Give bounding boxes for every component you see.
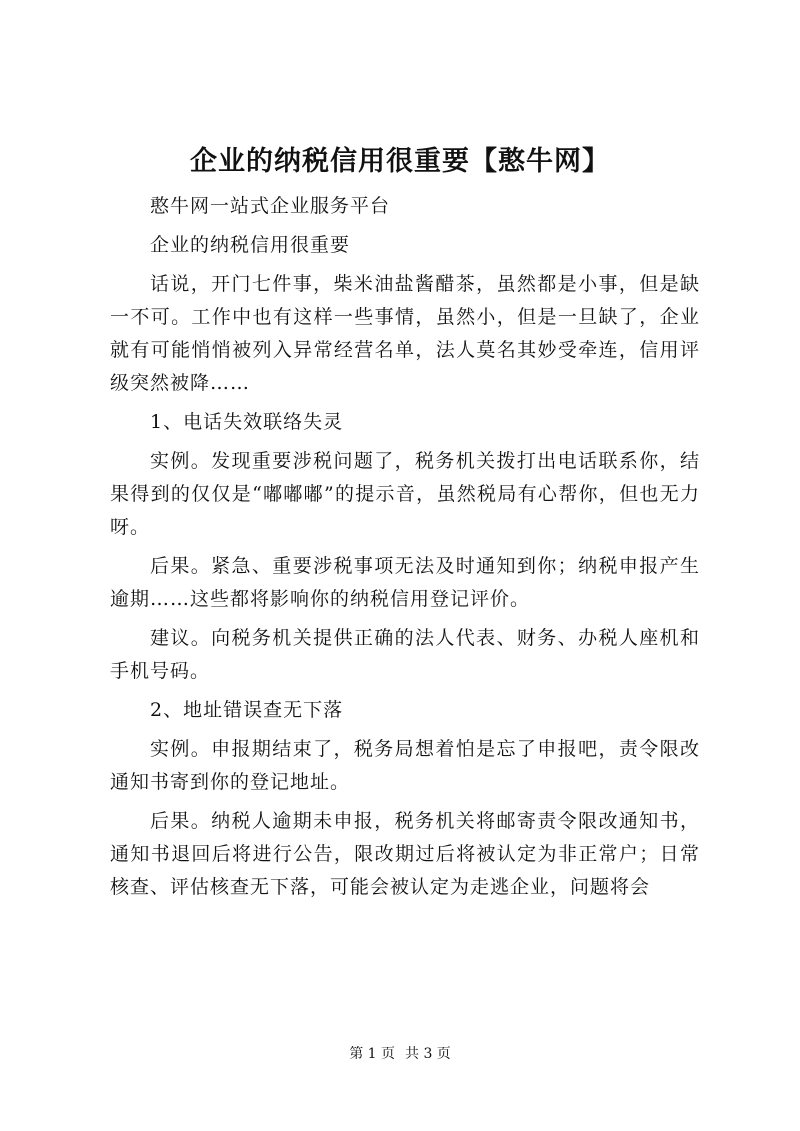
- paragraph-consequence-1: 后果。紧急、重要涉税事项无法及时通知到你；纳税申报产生逾期……这些都将影响你的纳税信用登记评价。: [110, 555, 700, 610]
- paragraph-example-1: 实例。发现重要涉税问题了，税务机关拨打出电话联系你，结果得到的仅仅是“嘟嘟嘟”的提示音，虽然税局有心帮你，但也无力呀。: [110, 450, 700, 538]
- document-title: 企业的纳税信用很重要【憨牛网】: [190, 146, 610, 177]
- section-heading-1: 1、电话失效联络失灵: [150, 411, 344, 433]
- page-footer: [0, 1044, 800, 1064]
- paragraph-advice-1: 建议。向税务机关提供正确的法人代表、财务、办税人座机和手机号码。: [110, 627, 700, 682]
- paragraph-example-2: 实例。申报期结束了，税务局想着怕是忘了申报吧，责令限改通知书寄到你的登记地址。: [110, 738, 700, 793]
- page-total: 共 3 页: [405, 1046, 451, 1062]
- section-heading-2: 2、地址错误查无下落: [150, 699, 344, 721]
- paragraph-subtitle: 企业的纳税信用很重要: [150, 234, 351, 256]
- paragraph-intro: 话说，开门七件事，柴米油盐酱醋茶，虽然都是小事，但是缺一不可。工作中也有这样一些事情，虽然小，但是一旦缺了，企业就有可能悄悄被列入异常经营名单，法人莫名其妙受牵连，信用评级突然被降……: [110, 273, 700, 394]
- paragraph-platform-name: 憨牛网一站式企业服务平台: [150, 195, 391, 217]
- document-body: [110, 190, 700, 910]
- paragraph-consequence-2: 后果。纳税人逾期未申报，税务机关将邮寄责令限改通知书，通知书退回后将进行公告，限改期过后将被认定为非正常户；日常核查、评估核查无下落，可能会被认定为走逃企业，问题将会: [110, 810, 700, 898]
- page-number: 第 1 页: [349, 1046, 395, 1062]
